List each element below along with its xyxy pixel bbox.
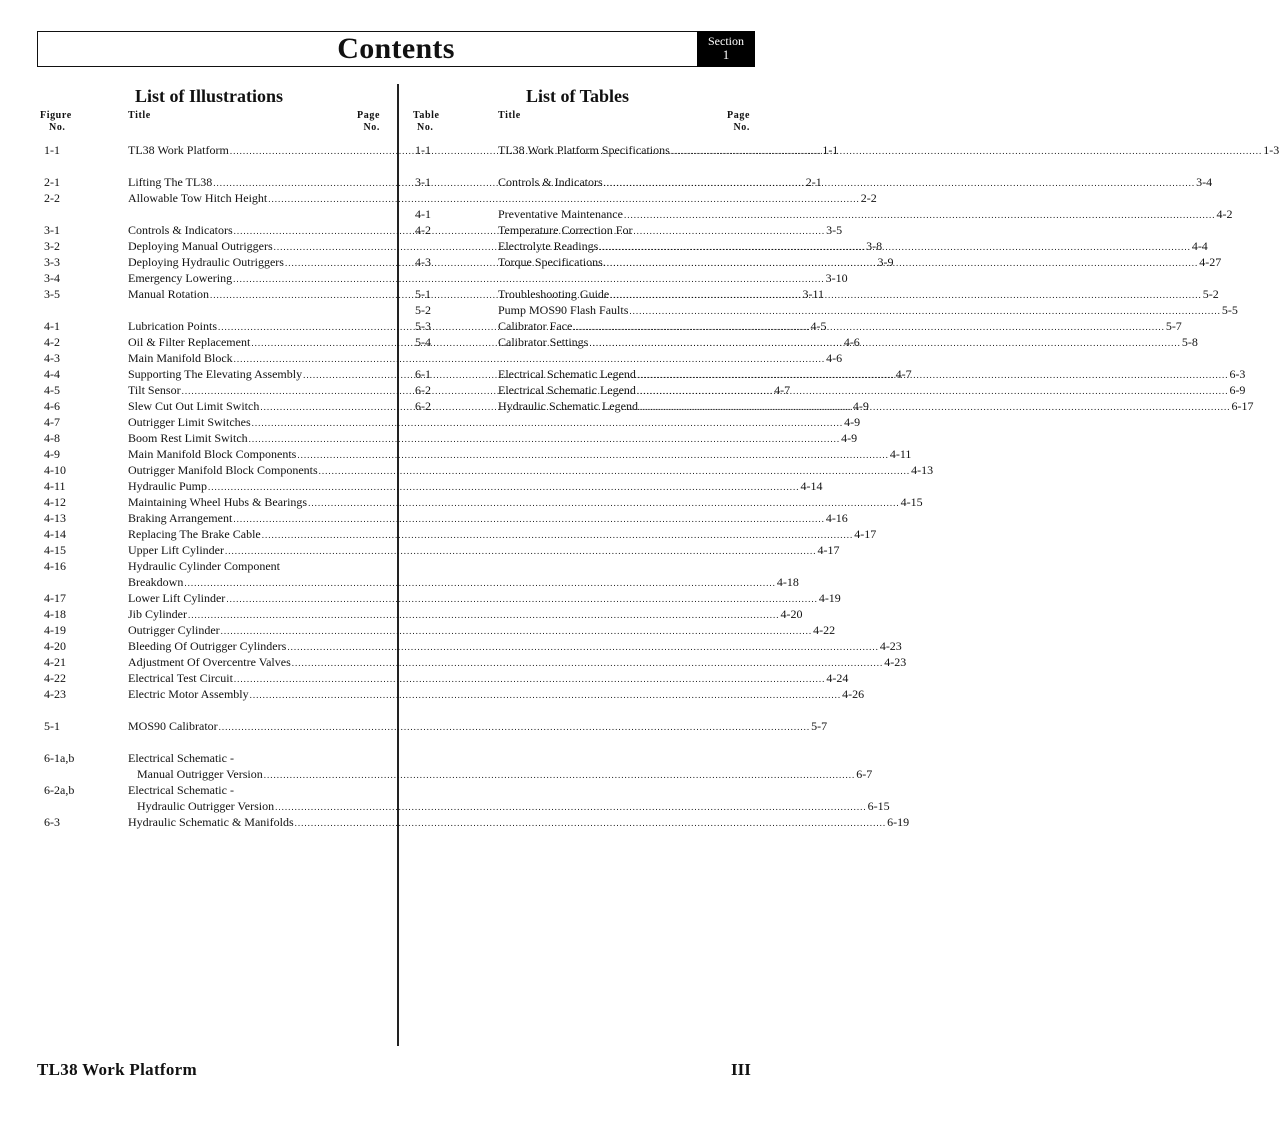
entry-title: Electrical Test Circuit	[128, 671, 233, 685]
entry	[128, 510, 848, 527]
dot-leader	[250, 687, 842, 703]
entry-title: Hydraulic Outrigger Version	[137, 799, 275, 813]
entry-page: 6-7	[856, 767, 873, 781]
entry	[128, 670, 849, 687]
entry-page: 4-6	[826, 351, 843, 365]
figure-number: 4-22	[44, 671, 66, 685]
dot-leader	[599, 239, 1191, 255]
entry-page: 4-23	[879, 639, 902, 653]
table-number: 5-2	[415, 303, 431, 317]
entry-page: 4-5	[810, 319, 827, 333]
entry	[128, 414, 861, 431]
dot-leader	[188, 607, 780, 623]
dot-leader	[629, 303, 1221, 319]
figure-number: 2-1	[44, 175, 60, 189]
entry-title: Bleeding Of Outrigger Cylinders	[128, 639, 287, 653]
dot-leader	[233, 271, 825, 287]
figure-number: 4-12	[44, 495, 66, 509]
dot-leader	[264, 767, 856, 783]
figure-number: 3-5	[44, 287, 60, 301]
dot-leader	[225, 543, 817, 559]
entry-page: 3-10	[825, 271, 848, 285]
figure-number: 4-1	[44, 319, 60, 333]
entry-title: Maintaining Wheel Hubs & Bearings	[128, 495, 308, 509]
figure-number: 4-21	[44, 655, 66, 669]
table-column-header	[413, 110, 440, 134]
dot-leader	[637, 383, 1229, 399]
entry-page: 4-13	[911, 463, 934, 477]
entry	[498, 286, 1219, 303]
table-number: 4-3	[415, 255, 431, 269]
table-number: 5-1	[415, 287, 431, 301]
entry	[128, 190, 877, 207]
entry	[128, 686, 865, 703]
entry-title: Supporting The Elevating Assembly	[128, 367, 303, 381]
entry-page: 2-2	[860, 191, 877, 205]
entry-title: Electrical Schematic -	[128, 751, 234, 765]
dot-leader	[233, 511, 825, 527]
entry-title: Lubrication Points	[128, 319, 217, 333]
entry	[128, 638, 902, 655]
table-page-header-label: Page	[727, 110, 750, 121]
entry-page: 4-7	[774, 383, 791, 397]
entry-page: 4-2	[1216, 207, 1233, 221]
entry	[128, 606, 803, 623]
entry-title: Braking Arrangement	[128, 511, 233, 525]
dot-leader	[610, 287, 1202, 303]
section-number: 1	[722, 47, 730, 62]
dot-leader	[208, 479, 800, 495]
entry-title: Calibrator Settings	[498, 335, 589, 349]
header-box	[37, 31, 755, 67]
entry-page: 4-9	[844, 415, 861, 429]
dot-leader	[262, 527, 854, 543]
entry	[128, 446, 912, 463]
entry	[128, 430, 858, 447]
dot-leader	[295, 815, 887, 831]
entry-title: Temperature Correction For	[498, 223, 633, 237]
table-no-header-label: No.	[417, 122, 434, 133]
entry	[128, 494, 923, 511]
entry-page: 4-26	[842, 687, 865, 701]
entry-page: 4-17	[854, 527, 877, 541]
entry-title: Electrolyte Readings	[498, 239, 599, 253]
entry-page: 3-11	[802, 287, 825, 301]
entry-title: Controls & Indicators	[498, 175, 603, 189]
figure-number: 4-13	[44, 511, 66, 525]
entry-title: Controls & Indicators	[128, 223, 233, 237]
dot-leader	[624, 207, 1216, 223]
dot-leader	[287, 639, 879, 655]
entry	[128, 462, 934, 479]
figure-number: 4-10	[44, 463, 66, 477]
entry	[128, 270, 848, 287]
figure-number: 4-16	[44, 559, 66, 573]
entry	[128, 654, 907, 671]
table-page-header	[722, 110, 750, 134]
figure-number: 4-8	[44, 431, 60, 445]
entry-title: TL38 Work Platform Specifications	[498, 143, 670, 157]
page-title: Contents	[337, 32, 455, 65]
table-number: 5-3	[415, 319, 431, 333]
table-number: 5-4	[415, 335, 431, 349]
page-no-header-label: No.	[363, 122, 380, 133]
table-number: 6-1	[415, 367, 431, 381]
entry	[128, 478, 823, 495]
figure-number: 2-2	[44, 191, 60, 205]
entry-title: Manual Outrigger Version	[137, 767, 263, 781]
entry-title: Lower Lift Cylinder	[128, 591, 226, 605]
entry-title: Hydraulic Pump	[128, 479, 207, 493]
entry	[498, 318, 1182, 335]
figure-number: 4-19	[44, 623, 66, 637]
entry-page: 6-19	[887, 815, 910, 829]
entry-title: Boom Rest Limit Switch	[128, 431, 248, 445]
figure-number: 4-15	[44, 543, 66, 557]
illustration-title-header: Title	[128, 110, 151, 121]
table-number: 4-2	[415, 223, 431, 237]
figure-no-header-label: No.	[49, 122, 66, 133]
dot-leader	[604, 175, 1196, 191]
entry-title: Calibrator Face	[498, 319, 573, 333]
entry-title: Hydraulic Schematic & Manifolds	[128, 815, 294, 829]
entry-title: Adjustment Of Overcentre Valves	[128, 655, 291, 669]
entry-title: Breakdown	[128, 575, 184, 589]
entry-title: Manual Rotation	[128, 287, 209, 301]
entry-page: 5-2	[1202, 287, 1219, 301]
dot-leader	[226, 591, 818, 607]
figure-number: 3-3	[44, 255, 60, 269]
entry-title: Slew Cut Out Limit Switch	[128, 399, 260, 413]
illustration-page-header	[354, 110, 380, 134]
illustrations-heading: List of Illustrations	[135, 86, 284, 106]
figure-number: 4-6	[44, 399, 60, 413]
entry-page: 6-9	[1229, 383, 1246, 397]
dot-leader	[589, 335, 1181, 351]
entry-title: Jib Cylinder	[128, 607, 187, 621]
entry-page: 4-18	[776, 575, 799, 589]
section-badge	[697, 31, 755, 67]
entry	[498, 206, 1233, 223]
entry-title: Lifting The TL38	[128, 175, 213, 189]
entry-page: 4-14	[800, 479, 823, 493]
entry-title: Electrical Schematic Legend	[498, 367, 636, 381]
entry-title: Allowable Tow Hitch Height	[128, 191, 268, 205]
entry	[137, 766, 873, 783]
figure-number: 4-17	[44, 591, 66, 605]
table-header-label: Table	[413, 110, 440, 121]
dot-leader	[268, 191, 860, 207]
entry	[128, 526, 877, 543]
entry	[498, 174, 1213, 191]
figure-number: 4-23	[44, 687, 66, 701]
figure-number: 4-20	[44, 639, 66, 653]
entry-title: Electric Motor Assembly	[128, 687, 249, 701]
table-number: 6-2	[415, 383, 431, 397]
entry-page: 2-1	[805, 175, 822, 189]
dot-leader	[275, 799, 867, 815]
entry	[128, 622, 836, 639]
page-header-label: Page	[357, 110, 380, 121]
entry-title: Replacing The Brake Cable	[128, 527, 261, 541]
dot-leader	[219, 719, 811, 735]
entry-page: 5-7	[1165, 319, 1182, 333]
entry-page: 3-4	[1196, 175, 1213, 189]
table-number: 1-1	[415, 143, 431, 157]
entry	[128, 542, 840, 559]
dot-leader	[671, 143, 1263, 159]
entry	[498, 382, 1246, 399]
entry-title: Deploying Manual Outriggers	[128, 239, 273, 253]
dot-leader	[297, 447, 889, 463]
figure-number: 4-2	[44, 335, 60, 349]
entry-page: 4-23	[884, 655, 907, 669]
entry-title: Emergency Lowering	[128, 271, 233, 285]
table-number: 6-2	[415, 399, 431, 413]
entry-title: Outrigger Limit Switches	[128, 415, 251, 429]
dot-leader	[249, 431, 841, 447]
entry-title: MOS90 Calibrator	[128, 719, 218, 733]
entry-page: 4-4	[1191, 239, 1208, 253]
entry-page: 6-3	[1229, 367, 1246, 381]
figure-number: 4-4	[44, 367, 60, 381]
entry-page: 1-3	[1263, 143, 1279, 157]
entry	[128, 350, 843, 367]
entry-page: 5-8	[1181, 335, 1198, 349]
entry-title: Tilt Sensor	[128, 383, 181, 397]
entry-page: 5-7	[811, 719, 828, 733]
figure-number: 4-7	[44, 415, 60, 429]
entry-page: 3-9	[877, 255, 894, 269]
figure-number: 1-1	[44, 143, 60, 157]
entry-title: Main Manifold Block Components	[128, 447, 297, 461]
entry-page: 5-5	[1221, 303, 1238, 317]
table-title-header: Title	[498, 110, 521, 121]
entry-page: 4-11	[889, 447, 912, 461]
figure-header-label: Figure	[40, 110, 72, 121]
entry	[137, 798, 890, 815]
entry-title: Outrigger Manifold Block Components	[128, 463, 318, 477]
dot-leader	[573, 319, 1165, 335]
dot-leader	[234, 671, 826, 687]
dot-leader	[639, 399, 1231, 415]
figure-number: 3-2	[44, 239, 60, 253]
section-label: Section	[708, 34, 744, 48]
figure-number: 3-4	[44, 271, 60, 285]
figure-number: 3-1	[44, 223, 60, 237]
entry-title: Hydraulic Schematic Legend	[498, 399, 638, 413]
entry-title: Pump MOS90 Flash Faults	[498, 303, 629, 317]
dot-leader	[184, 575, 776, 591]
table-number: 3-1	[415, 175, 431, 189]
table-number: 4-1	[415, 207, 431, 221]
footer-page-number: III	[731, 1060, 751, 1079]
entry	[498, 302, 1238, 319]
dot-leader	[252, 415, 844, 431]
entry-title: Electrical Schematic -	[128, 783, 234, 797]
dot-leader	[319, 463, 911, 479]
entry-title: TL38 Work Platform	[128, 143, 229, 157]
entry-page: 4-9	[852, 399, 869, 413]
dot-leader	[607, 255, 1199, 271]
entry	[128, 718, 828, 735]
entry-page: 4-15	[900, 495, 923, 509]
entry-page: 4-20	[780, 607, 803, 621]
entry-title: Outrigger Cylinder	[128, 623, 220, 637]
entry-page: 6-17	[1231, 399, 1254, 413]
figure-number: 4-5	[44, 383, 60, 397]
entry-title: Main Manifold Block	[128, 351, 233, 365]
dot-leader	[292, 655, 884, 671]
entry-page: 4-17	[817, 543, 840, 557]
entry-page: 4-6	[843, 335, 860, 349]
dot-leader	[308, 495, 900, 511]
dot-leader	[221, 623, 813, 639]
figure-number: 4-9	[44, 447, 60, 461]
figure-number: 5-1	[44, 719, 60, 733]
entry-title: Troubleshooting Guide	[498, 287, 610, 301]
entry-title: Deploying Hydraulic Outriggers	[128, 255, 284, 269]
entry-title: Hydraulic Cylinder Component	[128, 559, 280, 573]
figure-number: 4-11	[44, 479, 66, 493]
entry-title: Preventative Maintenance	[498, 207, 623, 221]
entry-page: 4-9	[841, 431, 858, 445]
entry	[128, 574, 799, 591]
figure-number: 4-3	[44, 351, 60, 365]
figure-column-header	[40, 110, 72, 134]
dot-leader	[637, 367, 1229, 383]
figure-number: 4-18	[44, 607, 66, 621]
footer-document-title: TL38 Work Platform	[37, 1060, 197, 1079]
figure-number: 4-14	[44, 527, 66, 541]
entry-page: 3-8	[866, 239, 883, 253]
figure-number: 6-2a,b	[44, 783, 75, 797]
tables-heading: List of Tables	[526, 86, 630, 106]
figure-number: 6-3	[44, 815, 60, 829]
figure-number: 6-1a,b	[44, 751, 75, 765]
entry-page: 4-16	[825, 511, 848, 525]
entry	[128, 590, 841, 607]
entry-page: 4-19	[818, 591, 841, 605]
entry-title: Torque Specifications.	[498, 255, 606, 269]
entry-page: 4-27	[1199, 255, 1222, 269]
entry-page: 1-1	[822, 143, 839, 157]
dot-leader	[234, 351, 826, 367]
entry-title: Oil & Filter Replacement	[128, 335, 251, 349]
entry-page: 4-24	[826, 671, 849, 685]
entry-title: Electrical Schematic Legend	[498, 383, 636, 397]
entry-page: 3-5	[826, 223, 843, 237]
entry-page: 4-7	[895, 367, 912, 381]
entry	[128, 814, 910, 831]
entry-title: Upper Lift Cylinder	[128, 543, 224, 557]
entry-page: 6-15	[867, 799, 890, 813]
entry-page: 4-22	[813, 623, 836, 637]
table-page-no-header-label: No.	[733, 122, 750, 133]
